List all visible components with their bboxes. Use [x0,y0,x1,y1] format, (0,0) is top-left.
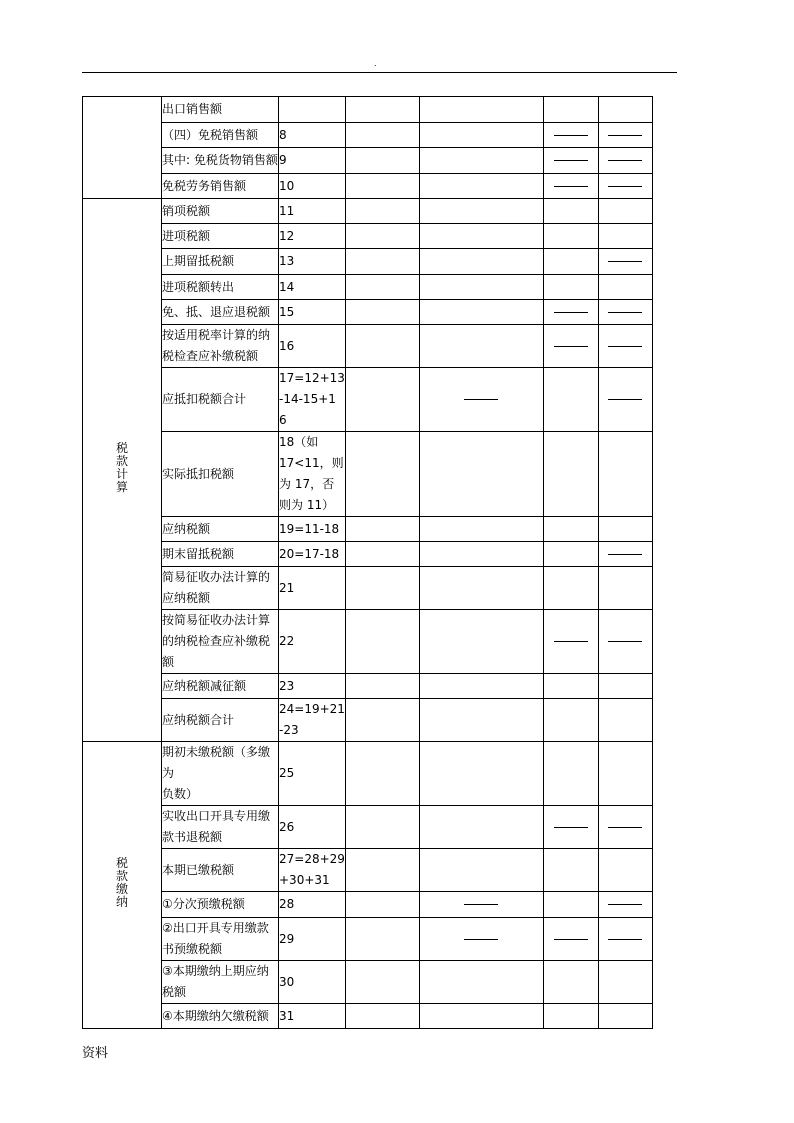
line-number: 27=28+29 [279,852,345,866]
value-cell [598,567,652,610]
item-label: 销项税额 [162,203,211,218]
value-cell [543,249,598,275]
item-label-cell [162,849,279,892]
value-cell [345,199,419,224]
item-label-cell [162,325,279,368]
item-label-cell [162,368,279,432]
line-number: 9 [279,153,287,167]
category-label: 税款缴纳 [115,856,128,909]
item-label-cell [162,567,279,610]
value-cell [345,300,419,325]
item-label: 期初未缴税额（多缴为 [162,745,271,780]
value-cell [543,918,598,961]
not-applicable-dash [608,261,642,262]
category-cell [83,199,162,742]
value-cell [543,368,598,432]
value-cell [598,97,652,123]
value-cell [345,275,419,300]
value-cell [345,892,419,918]
line-number: 20=17-18 [279,546,340,561]
line-number-cell [279,1004,346,1029]
value-cell [598,610,652,674]
value-cell [419,432,543,517]
not-applicable-dash [608,827,642,828]
value-cell [345,849,419,892]
item-label: 本期已缴税额 [162,862,235,877]
value-cell [345,961,419,1004]
item-label-cell [162,249,279,275]
not-applicable-dash [608,399,642,400]
item-label: 其中: 免税货物销售额 [162,153,278,167]
line-number-cell [279,699,346,742]
line-number-cell [279,806,346,849]
line-number-cell [279,249,346,275]
line-number: 13 [279,254,295,268]
table-row [83,918,653,961]
table-row [83,249,653,275]
value-cell [419,174,543,199]
item-label: ③本期缴纳上期应纳 [162,964,269,978]
line-number: 8 [279,127,287,142]
not-applicable-dash [554,346,588,347]
table-row [83,961,653,1004]
item-label-cell [162,432,279,517]
not-applicable-dash [554,641,588,642]
value-cell [598,517,652,542]
value-cell [543,742,598,806]
item-label: 的纳税检查应补缴税 [162,634,271,648]
value-cell [543,961,598,1004]
line-number-cell [279,742,346,806]
value-cell [345,97,419,123]
line-number: 17<11，则 [279,456,344,470]
value-cell [598,742,652,806]
table-row [83,610,653,674]
item-label-cell [162,123,279,148]
item-label: 进项税额 [162,228,211,243]
line-number: 17=12+13 [279,371,345,385]
value-cell [419,275,543,300]
item-label: 税额 [162,985,187,999]
value-cell [419,542,543,567]
value-cell [598,123,652,148]
item-label-cell [162,542,279,567]
value-cell [419,199,543,224]
table-row [83,123,653,148]
line-number-cell [279,610,346,674]
not-applicable-dash [554,939,588,940]
line-number-cell [279,174,346,199]
not-applicable-dash [554,186,588,187]
value-cell [345,123,419,148]
not-applicable-dash [554,160,588,161]
value-cell [419,224,543,249]
line-number: 19=11-18 [279,521,340,536]
table-row [83,742,653,806]
item-label-cell [162,1004,279,1029]
line-number: 24=19+21 [279,702,345,716]
value-cell [598,224,652,249]
value-cell [598,275,652,300]
header-rule [82,72,677,73]
value-cell [345,432,419,517]
value-cell [419,806,543,849]
not-applicable-dash [608,312,642,313]
value-cell [543,1004,598,1029]
item-label: 按适用税率计算的纳 [162,328,271,342]
line-number: -14-15+1 [279,392,336,406]
value-cell [598,148,652,174]
value-cell [419,300,543,325]
value-cell [419,249,543,275]
item-label-cell [162,806,279,849]
value-cell [345,699,419,742]
line-number: 31 [279,1008,295,1023]
item-label: 额 [162,655,175,669]
not-applicable-dash [608,641,642,642]
item-label: 应纳税额 [162,591,211,605]
value-cell [543,699,598,742]
item-label-cell [162,275,279,300]
table-row [83,368,653,432]
not-applicable-dash [608,346,642,347]
table-row [83,849,653,892]
value-cell [345,1004,419,1029]
line-number-cell [279,517,346,542]
category-cell-blank [83,97,162,199]
value-cell [543,148,598,174]
value-cell [598,300,652,325]
table-row [83,97,653,123]
value-cell [543,325,598,368]
value-cell [543,567,598,610]
value-cell [345,542,419,567]
item-label: ②出口开具专用缴款 [162,921,269,935]
line-number-cell [279,300,346,325]
item-label: 实收出口开具专用缴 [162,809,271,823]
value-cell [345,249,419,275]
line-number: 23 [279,678,295,693]
line-number: 11 [279,203,295,218]
value-cell [598,892,652,918]
value-cell [598,918,652,961]
item-label: 应纳税额合计 [162,712,235,727]
line-number: 30 [279,974,295,989]
item-label-cell [162,224,279,249]
table-row [83,432,653,517]
value-cell [543,610,598,674]
value-cell [419,610,543,674]
line-number-cell [279,674,346,699]
line-number: 14 [279,279,295,294]
value-cell [345,918,419,961]
value-cell [345,368,419,432]
value-cell [598,249,652,275]
line-number: 28 [279,897,295,911]
value-cell [419,674,543,699]
item-label: 应纳税额 [162,521,211,536]
not-applicable-dash [464,904,498,905]
not-applicable-dash [608,135,642,136]
item-label: 免税劳务销售额 [162,178,247,193]
value-cell [345,224,419,249]
item-label: 实际抵扣税额 [162,466,235,481]
item-label-cell [162,961,279,1004]
line-number: 21 [279,580,295,595]
value-cell [543,432,598,517]
line-number: 15 [279,304,295,319]
line-number-cell [279,224,346,249]
item-label-cell [162,199,279,224]
item-label-cell [162,174,279,199]
not-applicable-dash [554,312,588,313]
value-cell [419,123,543,148]
table-row [83,300,653,325]
item-label: 款书退税额 [162,830,223,844]
item-label: 税检查应补缴税额 [162,349,259,363]
not-applicable-dash [608,904,642,905]
line-number: +30+31 [279,873,330,887]
line-number-cell [279,432,346,517]
value-cell [419,699,543,742]
value-cell [598,961,652,1004]
value-cell [598,432,652,517]
item-label-cell [162,742,279,806]
item-label: 简易征收办法计算的 [162,570,271,584]
item-label: 进项税额转出 [162,279,235,294]
not-applicable-dash [608,186,642,187]
value-cell [598,674,652,699]
value-cell [345,567,419,610]
line-number: 26 [279,819,295,834]
value-cell [419,567,543,610]
line-number: 为 17，否 [279,477,335,491]
table-row [83,806,653,849]
value-cell [543,123,598,148]
table-row [83,674,653,699]
item-label: 应纳税额减征额 [162,678,247,693]
line-number-cell [279,97,346,123]
value-cell [543,517,598,542]
item-label: ④本期缴纳欠缴税额 [162,1008,269,1023]
line-number: 10 [279,178,295,193]
value-cell [543,97,598,123]
value-cell [419,517,543,542]
item-label-cell [162,517,279,542]
item-label: 出口销售额 [162,102,223,116]
line-number: 则为 11） [279,498,335,512]
line-number-cell [279,325,346,368]
value-cell [345,325,419,368]
item-label: 免、抵、退应退税额 [162,304,271,319]
line-number-cell [279,961,346,1004]
item-label-cell [162,918,279,961]
category-label: 税款计算 [115,441,128,494]
value-cell [419,325,543,368]
line-number-cell [279,199,346,224]
not-applicable-dash [554,827,588,828]
value-cell [345,610,419,674]
line-number-cell [279,123,346,148]
value-cell [345,806,419,849]
table-row [83,699,653,742]
item-label-cell [162,610,279,674]
item-label: （四）免税销售额 [162,127,259,142]
value-cell [598,699,652,742]
value-cell [419,1004,543,1029]
value-cell [543,849,598,892]
value-cell [419,849,543,892]
value-cell [419,148,543,174]
header-dot: . [374,59,377,68]
line-number: 22 [279,634,295,648]
value-cell [598,174,652,199]
value-cell [345,742,419,806]
item-label: 按简易征收办法计算 [162,613,271,627]
table-row [83,275,653,300]
line-number-cell [279,892,346,918]
value-cell [419,918,543,961]
line-number: 29 [279,931,295,946]
not-applicable-dash [608,939,642,940]
line-number: -23 [279,723,299,737]
item-label: 书预缴税额 [162,942,223,956]
line-number: 12 [279,228,295,243]
not-applicable-dash [608,160,642,161]
item-label-cell [162,674,279,699]
category-cell [83,742,162,1029]
value-cell [543,275,598,300]
item-label: 应抵扣税额合计 [162,392,247,406]
value-cell [419,97,543,123]
line-number-cell [279,275,346,300]
item-label-cell [162,148,279,174]
item-label-cell [162,97,279,123]
table-row [83,892,653,918]
table-row [83,567,653,610]
value-cell [598,849,652,892]
item-label-cell [162,699,279,742]
table-row [83,517,653,542]
table-row [83,174,653,199]
line-number-cell [279,567,346,610]
value-cell [345,148,419,174]
not-applicable-dash [464,399,498,400]
value-cell [598,1004,652,1029]
value-cell [345,674,419,699]
line-number: 16 [279,338,295,353]
value-cell [543,542,598,567]
line-number: 18（如 [279,435,319,449]
value-cell [598,325,652,368]
value-cell [598,806,652,849]
not-applicable-dash [464,939,498,940]
value-cell [419,368,543,432]
not-applicable-dash [608,554,642,555]
item-label: 期末留抵税额 [162,546,235,561]
table-row [83,224,653,249]
item-label: 上期留抵税额 [162,254,235,268]
table-row [83,542,653,567]
value-cell [419,961,543,1004]
value-cell [598,199,652,224]
line-number-cell [279,368,346,432]
value-cell [598,368,652,432]
value-cell [345,517,419,542]
value-cell [419,892,543,918]
value-cell [543,892,598,918]
footer-text: 资料 [82,1046,109,1061]
item-label: 负数） [162,787,199,801]
line-number: 25 [279,766,295,780]
line-number: 6 [279,413,287,427]
value-cell [543,300,598,325]
value-cell [543,224,598,249]
item-label-cell [162,300,279,325]
line-number-cell [279,148,346,174]
value-cell [543,174,598,199]
tax-form-table [82,96,653,1029]
value-cell [345,174,419,199]
line-number-cell [279,849,346,892]
table-row [83,1004,653,1029]
line-number-cell [279,918,346,961]
value-cell [543,199,598,224]
line-number-cell [279,542,346,567]
table-row [83,148,653,174]
table-row [83,199,653,224]
not-applicable-dash [554,135,588,136]
value-cell [543,674,598,699]
table-row [83,325,653,368]
value-cell [419,742,543,806]
value-cell [543,806,598,849]
value-cell [598,542,652,567]
item-label-cell [162,892,279,918]
item-label: ①分次预缴税额 [162,897,245,911]
